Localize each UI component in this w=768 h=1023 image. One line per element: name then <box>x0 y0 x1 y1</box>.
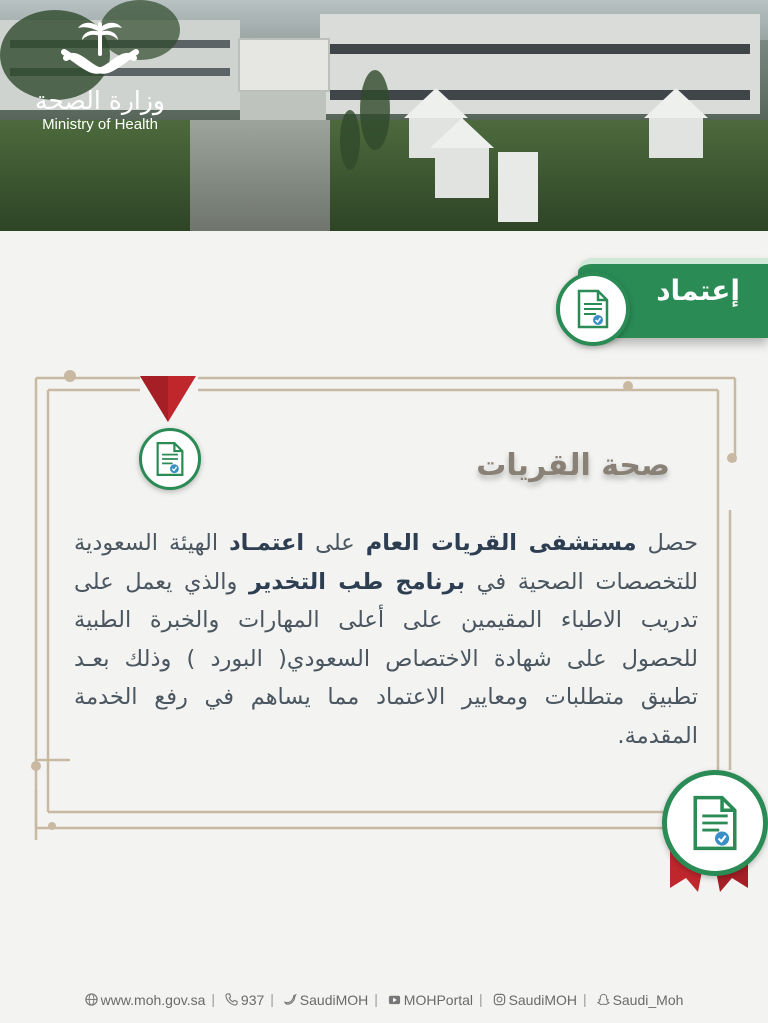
footer-instagram[interactable] <box>493 991 577 1008</box>
footer-contacts: www.moh.gov.sa | 937 | SaudiMOH | MOHPortal | SaudiMOH | Saudi_Moh <box>0 990 768 1016</box>
body-text-3: الهيئة السعودية للتخصصات الصحية في <box>74 530 698 595</box>
page-title: صحة القريات <box>476 448 670 483</box>
footer-website[interactable] <box>85 991 206 1008</box>
phone-icon <box>225 993 238 1006</box>
footer-twitter[interactable] <box>284 991 368 1008</box>
body-text-4: والذي يعمل على تدريب الاطباء المقيمين على أعلى المهارات والخبرة الطبية للحصول على شهادة الاختصاص السعودي( البورد ) وذلك بعـد تطبيق متطلبات ومعايير الاعتماد مما يساهم في رفع الخدمة المقدمة. <box>74 568 698 749</box>
youtube-icon <box>388 993 401 1006</box>
instagram-label: SaudiMOH <box>508 991 578 1008</box>
body-text-2: على <box>304 530 366 556</box>
body-accreditation: اعتمـاد <box>229 530 305 556</box>
footer-snapchat[interactable] <box>597 991 684 1008</box>
snapchat-label: Saudi_Moh <box>612 991 684 1008</box>
ribbon-top <box>138 376 198 426</box>
twitter-label: SaudiMOH <box>299 991 369 1008</box>
phone-label: 937 <box>240 991 265 1008</box>
body-program-name: برنامج طب التخدير <box>248 568 466 595</box>
twitter-icon <box>284 993 297 1006</box>
announcement-body <box>74 524 698 755</box>
certificate-icon <box>155 441 185 477</box>
body-hospital-name: مستشفى القريات العام <box>365 530 637 556</box>
logo-name-en: Ministry of Health <box>42 116 158 133</box>
footer-youtube[interactable] <box>388 991 473 1008</box>
footer-phone[interactable] <box>225 991 264 1008</box>
body-text-1: حصل <box>636 530 698 556</box>
tab-label: إعتماد <box>656 274 740 307</box>
website-label: www.moh.gov.sa <box>100 991 206 1008</box>
certificate-icon <box>691 794 739 852</box>
certificate-icon <box>576 289 610 329</box>
youtube-label: MOHPortal <box>403 991 474 1008</box>
badge-tab <box>556 272 630 346</box>
snapchat-icon <box>597 993 610 1006</box>
badge-frame-top <box>139 428 201 490</box>
globe-icon <box>85 993 98 1006</box>
badge-frame-bottom <box>662 770 768 876</box>
logo-name-ar: وزارة الصحة <box>35 86 165 115</box>
instagram-icon <box>493 993 506 1006</box>
